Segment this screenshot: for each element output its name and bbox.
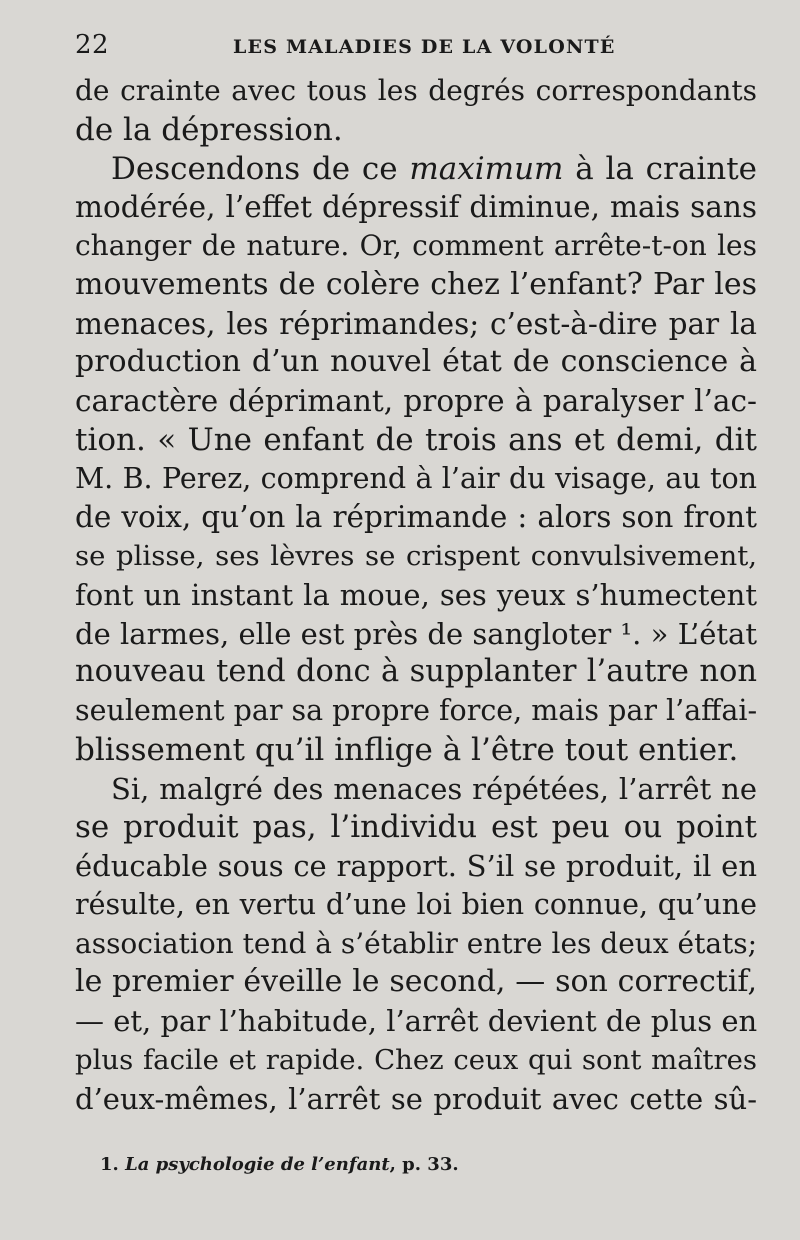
emphasis-word: maximum xyxy=(409,150,564,187)
running-title: LES MALADIES DE LA VOLONTÉ xyxy=(233,36,616,58)
text-line: modérée, l’effet dépressif diminue, mais sans xyxy=(75,190,757,225)
footnote xyxy=(100,1154,459,1175)
page-number: 22 xyxy=(75,30,110,60)
text-line: caractère déprimant, propre à paralyser l’ac- xyxy=(75,384,757,418)
text-line: de larmes, elle est près de sangloter ¹. » L’état xyxy=(75,616,757,651)
text-line: de la dépression. xyxy=(75,111,343,148)
text-line: production d’un nouvel état de conscience à xyxy=(75,344,757,380)
text-line: Si, malgré des menaces répétées, l’arrêt ne xyxy=(111,771,757,806)
text-line: association tend à s’établir entre les deux états; xyxy=(75,926,758,960)
text-line: éducable sous ce rapport. S’il se produit, il en xyxy=(75,849,757,883)
text-line: font un instant la moue, ses yeux s’humectent xyxy=(75,577,757,612)
text-line: le premier éveille le second, — son correctif, xyxy=(75,964,757,1000)
text-line: d’eux-mêmes, l’arrêt se produit avec cette sû- xyxy=(75,1081,757,1116)
text-line: seulement par sa propre force, mais par l’affai- xyxy=(75,694,758,727)
text-line: se plisse, ses lèvres se crispent convulsivement, xyxy=(75,540,757,572)
text-line: blissement qu’il inflige à l’être tout entier. xyxy=(75,731,739,768)
text-line: de voix, qu’on la réprimande : alors son front xyxy=(75,500,757,535)
text-line: mouvements de colère chez l’enfant? Par les xyxy=(75,266,757,302)
text-line: — et, par l’habitude, l’arrêt devient de plus en xyxy=(75,1004,758,1038)
text-line: de crainte avec tous les degrés correspondants xyxy=(75,74,757,107)
body-text xyxy=(75,72,757,1118)
text-line: se produit pas, l’individu est peu ou point xyxy=(75,809,757,846)
text-line: changer de nature. Or, comment arrête-t-on les xyxy=(75,229,757,262)
footnote-title: La psychologie de l’enfant xyxy=(125,1154,390,1175)
text-line: menaces, les réprimandes; c’est-à-dire par la xyxy=(75,306,757,341)
text-line: tion. « Une enfant de trois ans et demi, dit xyxy=(75,421,757,458)
text-line: plus facile et rapide. Chez ceux qui sont maîtres xyxy=(75,1043,757,1076)
text-line: M. B. Perez, comprend à l’air du visage, au ton xyxy=(75,461,757,495)
text-line: résulte, en vertu d’une loi bien connue, qu’une xyxy=(75,887,757,921)
footnote-number: 1. xyxy=(100,1154,119,1175)
text-line: Descendons de ce maximum à la crainte xyxy=(111,150,757,187)
page-header xyxy=(75,30,755,66)
text-line: nouveau tend donc à supplanter l’autre non xyxy=(75,654,757,690)
footnote-reference: , p. 33. xyxy=(389,1154,459,1175)
